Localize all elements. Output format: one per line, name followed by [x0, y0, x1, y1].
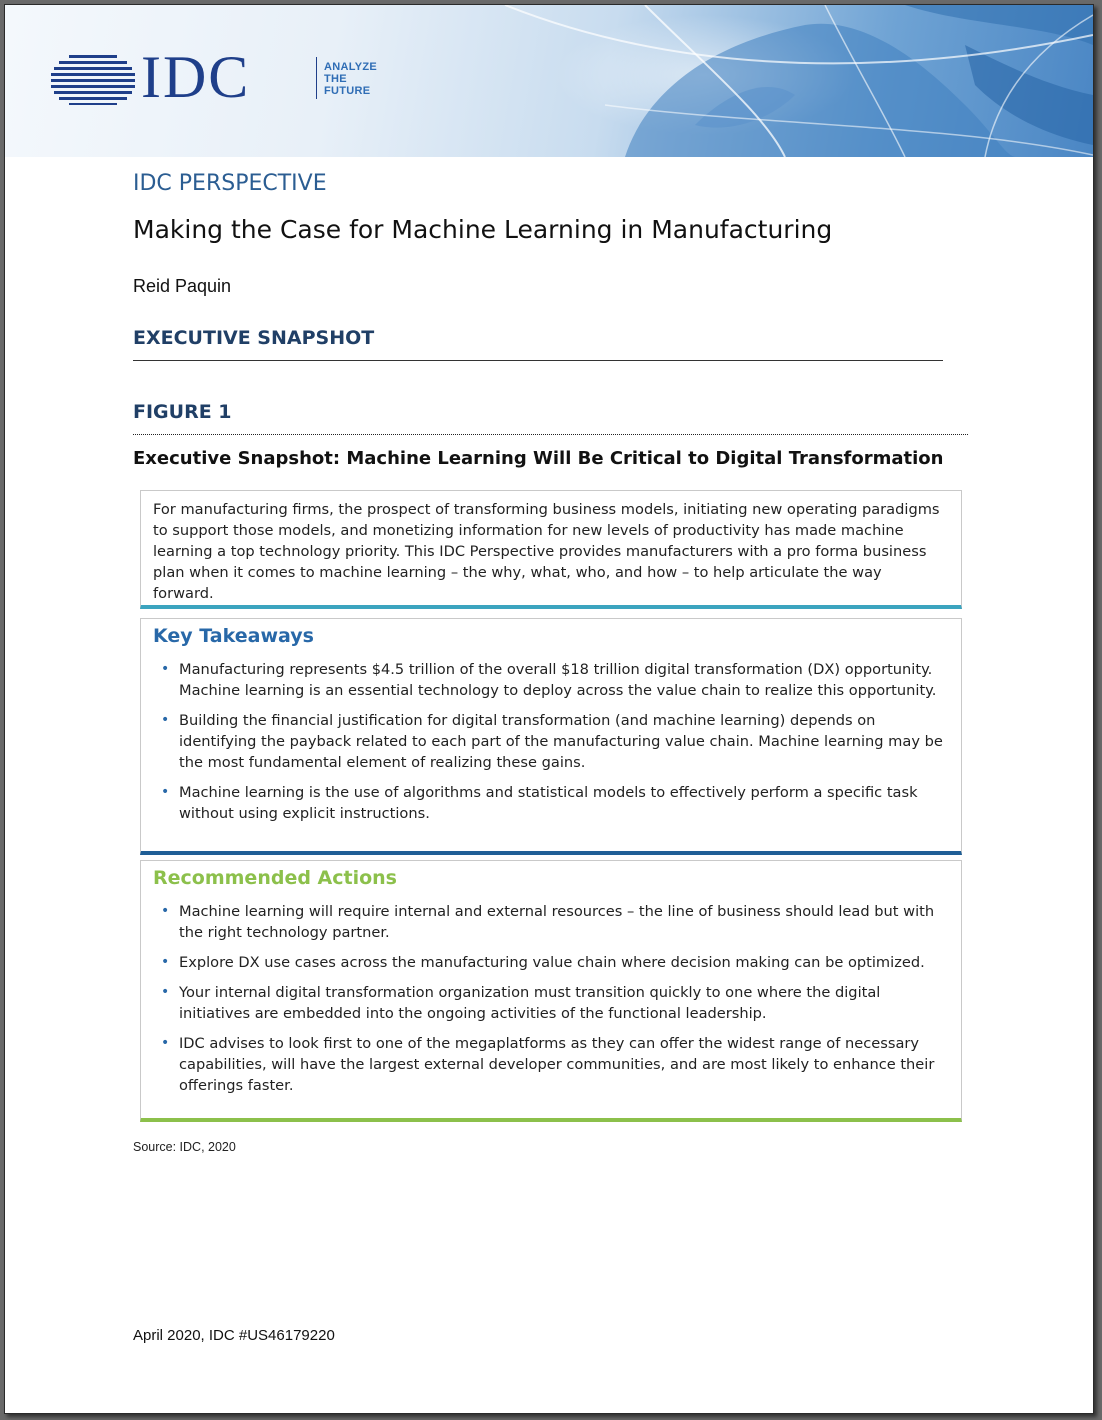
- intro-box: [140, 490, 962, 609]
- intro-paragraph: For manufacturing firms, the prospect of transforming business models, initiating new operating paradigms to support those models, and monetizing information for new levels of productivity has made machine learning a top technology priority. This IDC Perspective provides manufacturers with a pro forma business plan when it comes to machine learning – the why, what, who, and how – to help articulate the way forward.: [153, 501, 940, 602]
- figure-rule: [133, 434, 968, 435]
- logo-tagline-line: FUTURE: [324, 85, 371, 97]
- list-item-text: Explore DX use cases across the manufacturing value chain where decision making can be optimized.: [179, 954, 925, 971]
- logo-stripes-icon: [51, 53, 135, 105]
- key-takeaways-heading: Key Takeaways: [153, 625, 314, 647]
- list-item-text: Machine learning is the use of algorithms and statistical models to effectively perform a specific task without using explicit instructions.: [179, 784, 918, 822]
- list-item-text: Your internal digital transformation organization must transition quickly to one where the digital initiatives are embedded into the ongoing activities of the functional leadership.: [179, 984, 881, 1022]
- header-banner: [5, 5, 1093, 157]
- logo-wordmark: IDC: [141, 44, 251, 110]
- document-author: Reid Paquin: [133, 276, 232, 296]
- list-item-text: Manufacturing represents $4.5 trillion of the overall $18 trillion digital transformation (DX) opportunity. Machine learning is an essential technology to deploy across the value chain to realize this opportunity.: [179, 661, 937, 699]
- list-item: [157, 782, 947, 824]
- bullet-icon: •: [161, 984, 170, 1000]
- page-footer: April 2020, IDC #US46179220: [133, 1327, 335, 1344]
- logo-tagline-line: ANALYZE: [324, 61, 378, 73]
- figure-label: FIGURE 1: [133, 401, 232, 423]
- document-page: [4, 4, 1094, 1414]
- recommended-actions-box: [140, 860, 962, 1122]
- section-rule: [133, 360, 943, 361]
- logo-tagline: [324, 61, 377, 97]
- key-takeaways-box: [140, 618, 962, 855]
- list-item-text: IDC advises to look first to one of the megaplatforms as they can offer the widest range of necessary capabilities, will have the largest external developer communities, and are most likely to enhance their offerings faster.: [179, 1035, 935, 1094]
- section-heading: EXECUTIVE SNAPSHOT: [133, 327, 375, 349]
- document-title: Making the Case for Machine Learning in Manufacturing: [133, 215, 833, 244]
- bullet-icon: •: [161, 903, 170, 919]
- list-item: [157, 1033, 947, 1096]
- logo-tagline-line: THE: [324, 73, 347, 85]
- list-item-text: Machine learning will require internal and external resources – the line of business should lead but with the right technology partner.: [179, 903, 935, 941]
- document-kicker: IDC PERSPECTIVE: [133, 171, 327, 196]
- logo-divider: [316, 57, 317, 99]
- list-item: [157, 982, 947, 1024]
- list-item: [157, 659, 947, 701]
- list-item: [157, 901, 947, 943]
- bullet-icon: •: [161, 712, 170, 728]
- list-item: [157, 710, 947, 773]
- bullet-icon: •: [161, 954, 170, 970]
- key-takeaways-list: [157, 659, 947, 833]
- bullet-icon: •: [161, 661, 170, 677]
- figure-title: Executive Snapshot: Machine Learning Will Be Critical to Digital Transformation: [133, 448, 944, 469]
- list-item-text: Building the financial justification for digital transformation (and machine learning) depends on identifying the payback related to each part of the manufacturing value chain. Machine learning may be the most fundamental element of realizing these gains.: [179, 712, 943, 771]
- recommended-actions-list: [157, 901, 947, 1105]
- bullet-icon: •: [161, 784, 170, 800]
- figure-source: Source: IDC, 2020: [133, 1140, 236, 1154]
- recommended-actions-heading: Recommended Actions: [153, 867, 397, 889]
- bullet-icon: •: [161, 1035, 170, 1051]
- list-item: [157, 952, 947, 973]
